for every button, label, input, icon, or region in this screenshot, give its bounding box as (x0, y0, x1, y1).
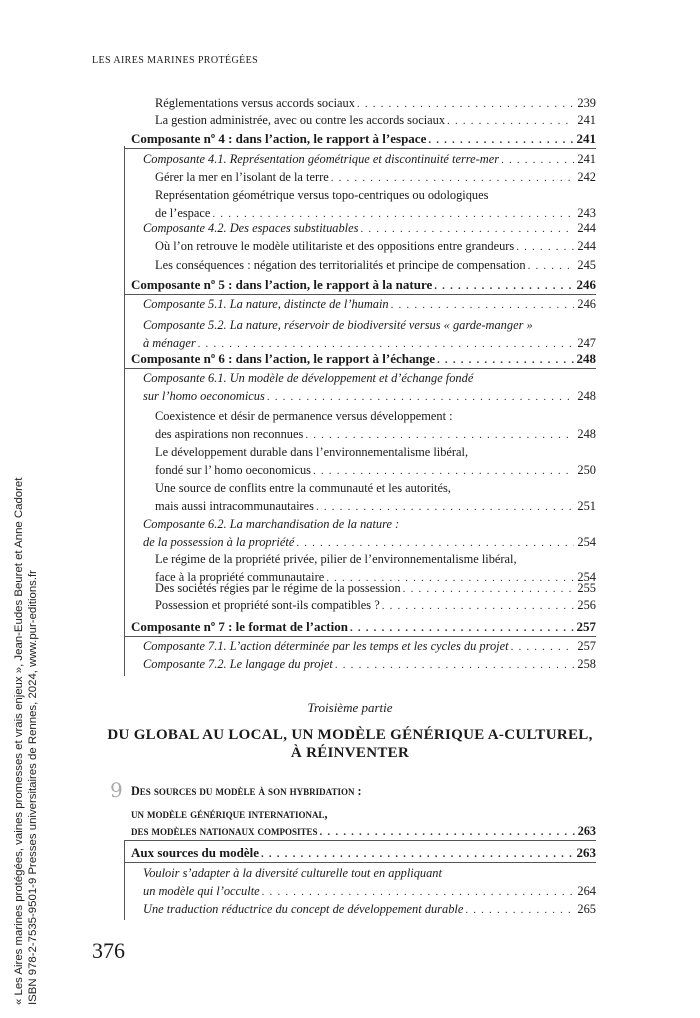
page-number: 263 (576, 845, 596, 860)
dot-leader (296, 536, 574, 551)
toc-entry (131, 351, 596, 368)
part-title-line-2: À RÉINVENTER (290, 745, 410, 761)
chapter-title-line-1: Des sources du modèle à son hybridation : (131, 784, 362, 798)
toc-entry-line: Représentation géométrique versus topo-centriques ou odologiques (155, 188, 489, 202)
toc-entry (143, 152, 596, 168)
part-label: Troisième partie (307, 700, 393, 715)
dot-leader (360, 222, 574, 237)
dot-leader (212, 207, 574, 222)
page-number: 248 (577, 427, 596, 441)
toc-entry (143, 336, 596, 352)
dot-leader (320, 825, 575, 840)
toc-vertical-rule (124, 840, 125, 920)
page-number: 247 (577, 336, 596, 350)
page-number: 255 (577, 581, 596, 595)
toc-entry (155, 598, 596, 614)
toc-entry (155, 581, 596, 597)
dot-leader (516, 240, 574, 255)
toc-entry-title: de la possession à la propriété (143, 535, 295, 549)
toc-entry-title: mais aussi intracommunautaires (155, 499, 314, 513)
toc-entry-title: Réglementations versus accords sociaux (155, 96, 355, 110)
page-number: 244 (577, 239, 596, 253)
dot-leader (350, 621, 574, 636)
part-title-line-1: DU GLOBAL AU LOCAL, UN MODÈLE GÉNÉRIQUE A-CULTUREL, (107, 727, 593, 743)
page-number: 239 (577, 96, 596, 110)
folio: 376 (92, 938, 125, 963)
dot-leader (391, 298, 575, 313)
toc-entry-title: Une traduction réductrice du concept de développement durable (143, 902, 464, 916)
dot-leader (335, 658, 575, 673)
toc-entry-title: fondé sur l’ homo oeconomicus (155, 463, 311, 477)
toc-entry (131, 131, 596, 148)
toc-entry (131, 619, 596, 636)
toc-entry-title: Composante nº 4 : dans l’action, le rapport à l’espace (131, 131, 427, 146)
toc-entry-title: Des sociétés régies par le régime de la possession (155, 581, 401, 595)
toc-entry (155, 206, 596, 222)
page-number: 246 (576, 277, 596, 292)
dot-leader (465, 903, 574, 918)
page-number: 257 (576, 619, 596, 634)
page-number: 263 (577, 824, 596, 838)
dot-leader (511, 640, 575, 655)
toc-entry (131, 845, 596, 862)
page-number: 245 (577, 258, 596, 272)
chapter-title-line-2: un modèle générique international, (131, 807, 328, 821)
toc-entry (155, 499, 596, 515)
toc-entry-line: Une source de conflits entre la communauté et les autorités, (155, 481, 451, 495)
dot-leader (382, 599, 575, 614)
dot-leader (403, 582, 575, 597)
toc-entry-line: Vouloir s’adapter à la diversité culturelle tout en appliquant (143, 866, 442, 880)
toc-entry-line: Coexistence et désir de permanence versus développement : (155, 409, 453, 423)
dot-leader (305, 428, 574, 443)
page-number: 250 (577, 463, 596, 477)
toc-entry-title: Composante 4.1. Représentation géométrique et discontinuité terre-mer (143, 152, 500, 166)
toc-entry-title: Composante 7.1. L’action déterminée par les temps et les cycles du projet (143, 639, 509, 653)
toc-entry-title: Gérer la mer en l’isolant de la terre (155, 170, 329, 184)
copyright-sidebar (12, 478, 40, 1005)
toc-entry-line: Le développement durable dans l’environnementalisme libéral, (155, 445, 469, 459)
toc-entry-line: Composante 6.2. La marchandisation de la nature : (143, 517, 400, 531)
page-number: 243 (577, 206, 596, 220)
toc-entry-title: un modèle qui l’occulte (143, 884, 260, 898)
page-number: 251 (577, 499, 596, 513)
toc-entry (143, 389, 596, 405)
chapter-number: 9 (110, 778, 123, 802)
dot-leader (262, 885, 575, 900)
chapter-title-line-3: des modèles nationaux composites . . . 263 (131, 824, 596, 840)
section-rule (124, 636, 596, 637)
dot-leader (331, 171, 575, 186)
toc-entry (155, 427, 596, 443)
dot-leader (434, 279, 573, 294)
toc-entry-title: Composante 4.2. Des espaces substituables (143, 221, 359, 235)
toc-entry (143, 639, 596, 655)
dot-leader (316, 500, 574, 515)
page-number: 241 (577, 152, 596, 166)
page-number: 244 (577, 221, 596, 235)
page-number: 258 (577, 657, 596, 671)
page-number: 248 (577, 389, 596, 403)
toc-entry-title: Composante nº 6 : dans l’action, le rapport à l’échange (131, 351, 436, 366)
toc-entry (155, 113, 596, 129)
page-number: 246 (577, 297, 596, 311)
toc-entry-title: face à la propriété communautaire (155, 570, 325, 584)
toc-entry (143, 902, 596, 918)
toc-entry (155, 239, 596, 255)
page-number: 248 (576, 351, 596, 366)
toc-entry (131, 277, 596, 294)
toc-entry (155, 170, 596, 186)
page-number: 241 (577, 113, 596, 127)
page-number: 254 (577, 535, 596, 549)
toc-entry-line: Le régime de la propriété privée, pilier de l’environnementalisme libéral, (155, 552, 517, 566)
dot-leader (447, 114, 574, 129)
page-number: 256 (577, 598, 596, 612)
page-number: 242 (577, 170, 596, 184)
toc-entry-title: Composante 7.2. Le langage du projet (143, 657, 333, 671)
chapter-rule (124, 840, 596, 841)
toc-entry-title: Composante nº 7 : le format de l’action (131, 619, 348, 634)
toc-entry (155, 96, 596, 112)
toc-entry (155, 463, 596, 479)
toc-entry-line: Composante 5.2. La nature, réservoir de biodiversité versus « garde-manger » (143, 318, 533, 332)
toc-entry-title: Possession et propriété sont-ils compatibles ? (155, 598, 380, 612)
toc-entry-title: Les conséquences : négation des territorialités et principe de compensation (155, 258, 526, 272)
toc-entry (143, 221, 596, 237)
toc-entry-title: Composante nº 5 : dans l’action, le rapport à la nature (131, 277, 433, 292)
toc-entry-title: Aux sources du modèle (131, 845, 259, 860)
toc-entry (143, 297, 596, 313)
section-rule (124, 368, 596, 369)
dot-leader (357, 97, 574, 112)
toc-entry-title: des aspirations non reconnues (155, 427, 304, 441)
page-number: 264 (577, 884, 596, 898)
page-number: 265 (577, 902, 596, 916)
dot-leader (198, 337, 575, 352)
dot-leader (437, 353, 573, 368)
section-rule (124, 148, 596, 149)
toc-entry-line: Composante 6.1. Un modèle de développement et d’échange fondé (143, 371, 474, 385)
copyright-line-2: ISBN 978-2-7535-9501-9 Presses universitaires de Rennes, 2024, www.pur-editions.fr (27, 570, 39, 1005)
dot-leader (313, 464, 574, 479)
section-rule (124, 862, 596, 863)
dot-leader (267, 390, 575, 405)
dot-leader (428, 133, 573, 148)
toc-entry-title: de l’espace (155, 206, 211, 220)
section-rule (124, 294, 596, 295)
page-number: 241 (576, 131, 596, 146)
toc-vertical-rule (124, 146, 125, 676)
dot-leader (261, 847, 574, 862)
page-number: 254 (577, 570, 596, 584)
dot-leader (528, 259, 575, 274)
running-head: LES AIRES MARINES PROTÉGÉES (92, 55, 259, 66)
toc-entry-title: sur l’homo oeconomicus (143, 389, 265, 403)
toc-entry-title: Où l’on retrouve le modèle utilitariste et des oppositions entre grandeurs (155, 239, 515, 253)
toc-entry (155, 258, 596, 274)
toc-entry (143, 884, 596, 900)
toc-entry (143, 657, 596, 673)
toc-entry-title: Composante 5.1. La nature, distincte de l’humain (143, 297, 389, 311)
page-number: 257 (577, 639, 596, 653)
toc-entry (143, 535, 596, 551)
copyright-line-1: « Les Aires marines protégées, vaines promesses et vrais enjeux », Jean-Eudes Beuret et Anne Cadoret (13, 477, 25, 1005)
dot-leader (501, 153, 574, 168)
toc-entry-title: à ménager (143, 336, 196, 350)
toc-entry-title: La gestion administrée, avec ou contre les accords sociaux (155, 113, 446, 127)
